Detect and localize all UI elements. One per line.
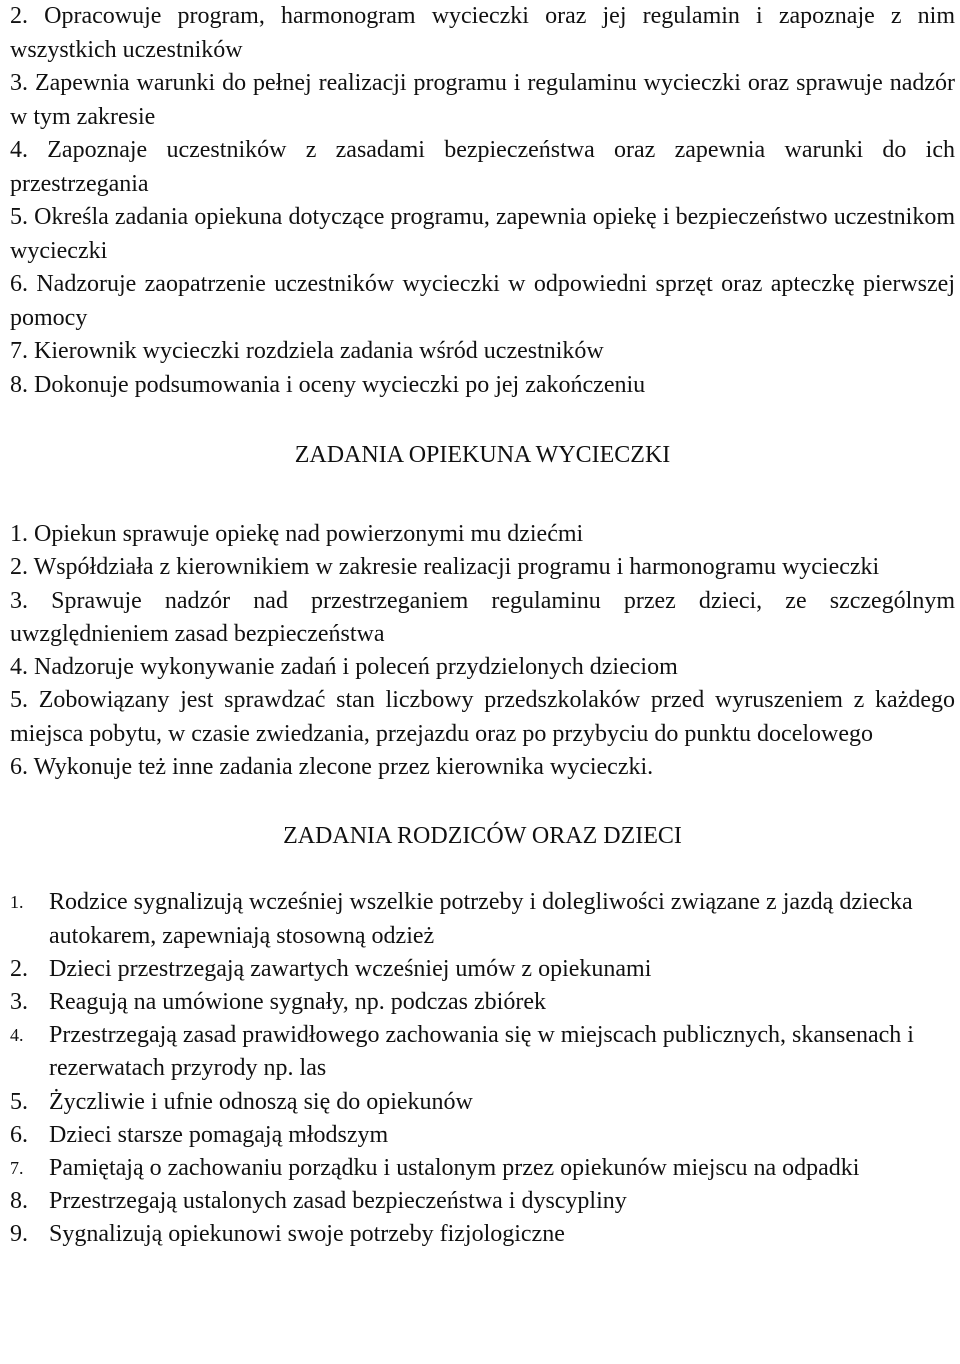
item-text: Przestrzegają ustalonych zasad bezpieczeństwa i dyscypliny: [49, 1188, 627, 1215]
list-item: [10, 1185, 955, 1218]
list-item: 5. Zobowiązany jest sprawdzać stan liczbowy przedszkolaków przed wyruszeniem z każdego miejsca pobytu, w czasie zwiedzania, przejazdu oraz po przybyciu do punktu docelowego: [10, 687, 955, 747]
list-item: 2. Współdziała z kierownikiem w zakresie realizacji programu i harmonogramu wycieczki: [10, 554, 880, 581]
item-text: Rodzice sygnalizują wcześniej wszelkie potrzeby i dolegliwości związane z jazdą dziecka autokarem, zapewniają stosowną odzież: [49, 889, 913, 949]
guardian-duties-list: [10, 518, 955, 784]
tour-leader-duties-list: [10, 0, 955, 402]
list-item: [10, 886, 955, 952]
item-number: 4.: [10, 1025, 24, 1046]
item-text: Dzieci starsze pomagają młodszym: [49, 1121, 389, 1148]
section-heading-rodzice: ZADANIA RODZICÓW ORAZ DZIECI: [283, 823, 682, 850]
list-item: 3. Sprawuje nadzór nad przestrzeganiem regulaminu przez dzieci, ze szczególnym uwzględnieniem zasad bezpieczeństwa: [10, 587, 955, 647]
list-item: 8. Dokonuje podsumowania i oceny wycieczki po jej zakończeniu: [10, 371, 646, 398]
list-item: 6. Nadzoruje zaopatrzenie uczestników wycieczki w odpowiedni sprzęt oraz apteczkę pierwszej pomocy: [10, 271, 955, 331]
item-text: Dzieci przestrzegają zawartych wcześniej umów z opiekunami: [49, 955, 652, 982]
item-text: Pamiętają o zachowaniu porządku i ustalonym przez opiekunów miejscu na odpadki: [49, 1155, 860, 1181]
item-number: 6.: [10, 1121, 28, 1148]
item-text: Życzliwie i ufnie odnoszą się do opiekunów: [49, 1088, 473, 1115]
item-text: Reagują na umówione sygnały, np. podczas zbiórek: [49, 988, 546, 1015]
item-number: 2.: [10, 955, 28, 982]
parents-children-duties-list: [10, 886, 955, 1251]
list-item: [10, 1152, 955, 1185]
list-item: 4. Zapoznaje uczestników z zasadami bezpieczeństwa oraz zapewnia warunki do ich przestrzegania: [10, 137, 955, 197]
item-number: 1.: [10, 892, 24, 913]
section-heading-opiekun: ZADANIA OPIEKUNA WYCIECZKI: [294, 442, 671, 468]
list-item: [10, 1019, 955, 1085]
list-item: [10, 1086, 955, 1119]
item-number: 9.: [10, 1221, 28, 1248]
list-item: 7. Kierownik wycieczki rozdziela zadania wśród uczestników: [10, 338, 604, 364]
list-item: 4. Nadzoruje wykonywanie zadań i poleceń przydzielonych dzieciom: [10, 654, 678, 681]
list-item: 1. Opiekun sprawuje opiekę nad powierzonymi mu dziećmi: [10, 521, 584, 547]
item-number: 5.: [10, 1088, 28, 1115]
list-item: [10, 986, 955, 1019]
item-text: Sygnalizują opiekunowi swoje potrzeby fizjologiczne: [49, 1221, 565, 1248]
document-page: [10, 0, 955, 1252]
item-number: 3.: [10, 988, 28, 1015]
list-item: [10, 953, 955, 986]
list-item: [10, 1218, 955, 1251]
list-item: 5. Określa zadania opiekuna dotyczące programu, zapewnia opiekę i bezpieczeństwo uczestnikom wycieczki: [10, 204, 955, 264]
item-number: 7.: [10, 1158, 24, 1178]
item-text: Przestrzegają zasad prawidłowego zachowania się w miejscach publicznych, skansenach i rezerwatach przyrody np. las: [49, 1022, 914, 1082]
list-item: [10, 1119, 955, 1152]
list-item: 2. Opracowuje program, harmonogram wycieczki oraz jej regulamin i zapoznaje z nim wszystkich uczestników: [10, 3, 955, 63]
item-number: 8.: [10, 1188, 28, 1215]
list-item: 3. Zapewnia warunki do pełnej realizacji programu i regulaminu wycieczki oraz sprawuje nadzór w tym zakresie: [10, 70, 955, 130]
list-item: 6. Wykonuje też inne zadania zlecone przez kierownika wycieczki.: [10, 754, 654, 781]
